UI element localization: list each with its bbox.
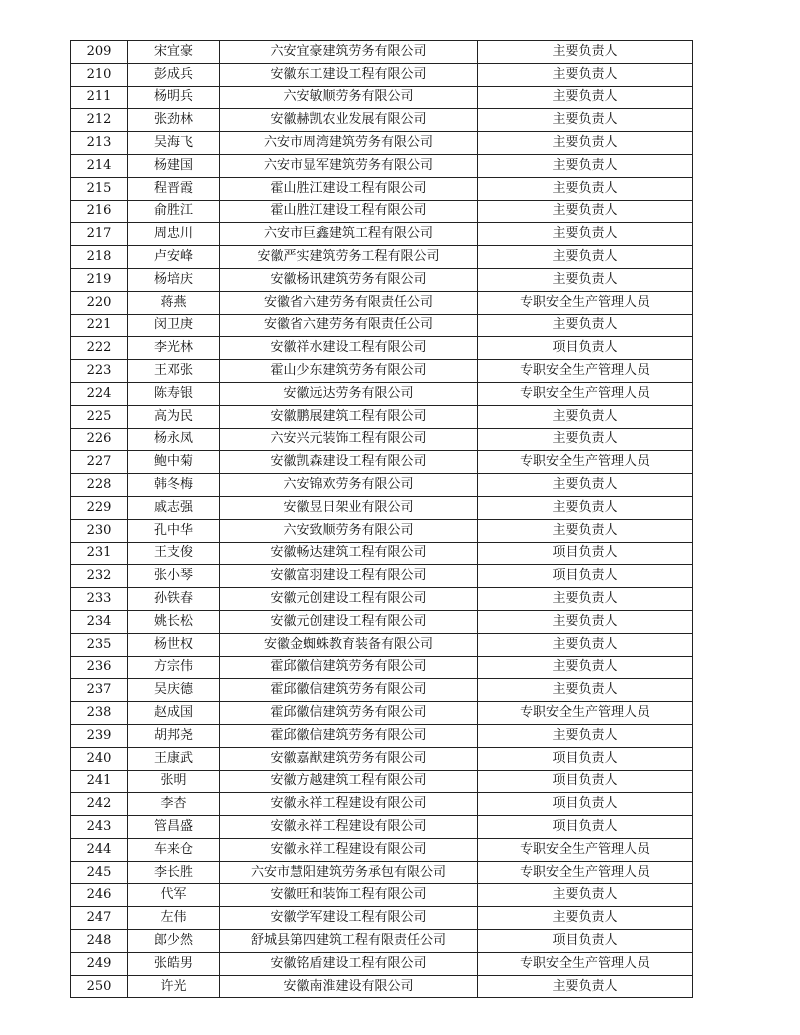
name-cell: 左伟	[128, 907, 220, 930]
table-row	[71, 656, 693, 679]
row-number-cell: 237	[71, 679, 128, 702]
name-cell: 吴庆德	[128, 679, 220, 702]
company-cell: 安徽杨讯建筑劳务有限公司	[220, 268, 478, 291]
role-cell: 主要负责人	[478, 268, 693, 291]
table-row	[71, 588, 693, 611]
name-cell: 俞胜江	[128, 200, 220, 223]
row-number-cell: 233	[71, 588, 128, 611]
role-cell: 项目负责人	[478, 770, 693, 793]
row-number-cell: 239	[71, 724, 128, 747]
row-number-cell: 248	[71, 930, 128, 953]
table-body	[71, 41, 693, 998]
table-row	[71, 702, 693, 725]
name-cell: 姚长松	[128, 610, 220, 633]
company-cell: 六安宜豪建筑劳务有限公司	[220, 41, 478, 64]
role-cell: 项目负责人	[478, 793, 693, 816]
name-cell: 吴海飞	[128, 132, 220, 155]
role-cell: 主要负责人	[478, 588, 693, 611]
table-row	[71, 861, 693, 884]
table-row	[71, 360, 693, 383]
table-row	[71, 770, 693, 793]
company-cell: 安徽金蜘蛛教育装备有限公司	[220, 633, 478, 656]
table-row	[71, 223, 693, 246]
table-row	[71, 633, 693, 656]
role-cell: 主要负责人	[478, 246, 693, 269]
name-cell: 胡邦尧	[128, 724, 220, 747]
name-cell: 杨永凤	[128, 428, 220, 451]
company-cell: 安徽铭盾建设工程有限公司	[220, 952, 478, 975]
role-cell: 主要负责人	[478, 884, 693, 907]
company-cell: 安徽永祥工程建设有限公司	[220, 838, 478, 861]
row-number-cell: 230	[71, 519, 128, 542]
company-cell: 霍邱徽信建筑劳务有限公司	[220, 702, 478, 725]
row-number-cell: 217	[71, 223, 128, 246]
role-cell: 主要负责人	[478, 177, 693, 200]
row-number-cell: 220	[71, 291, 128, 314]
company-cell: 安徽元创建设工程有限公司	[220, 610, 478, 633]
name-cell: 杨培庆	[128, 268, 220, 291]
table-row	[71, 246, 693, 269]
row-number-cell: 229	[71, 496, 128, 519]
company-cell: 安徽富羽建设工程有限公司	[220, 565, 478, 588]
row-number-cell: 249	[71, 952, 128, 975]
row-number-cell: 236	[71, 656, 128, 679]
role-cell: 专职安全生产管理人员	[478, 382, 693, 405]
table-row	[71, 132, 693, 155]
name-cell: 张皓男	[128, 952, 220, 975]
company-cell: 安徽赫凯农业发展有限公司	[220, 109, 478, 132]
table-row	[71, 542, 693, 565]
row-number-cell: 224	[71, 382, 128, 405]
table-row	[71, 793, 693, 816]
role-cell: 专职安全生产管理人员	[478, 360, 693, 383]
table-row	[71, 952, 693, 975]
table-row	[71, 337, 693, 360]
name-cell: 鲍中菊	[128, 451, 220, 474]
name-cell: 杨世权	[128, 633, 220, 656]
name-cell: 宋宜豪	[128, 41, 220, 64]
company-cell: 安徽鹏展建筑工程有限公司	[220, 405, 478, 428]
company-cell: 安徽省六建劳务有限责任公司	[220, 314, 478, 337]
name-cell: 方宗伟	[128, 656, 220, 679]
role-cell: 主要负责人	[478, 63, 693, 86]
name-cell: 赵成国	[128, 702, 220, 725]
row-number-cell: 234	[71, 610, 128, 633]
role-cell: 专职安全生产管理人员	[478, 451, 693, 474]
name-cell: 陈寿银	[128, 382, 220, 405]
table-row	[71, 474, 693, 497]
name-cell: 李杏	[128, 793, 220, 816]
table-row	[71, 519, 693, 542]
name-cell: 程晋霞	[128, 177, 220, 200]
role-cell: 主要负责人	[478, 86, 693, 109]
role-cell: 主要负责人	[478, 907, 693, 930]
role-cell: 主要负责人	[478, 109, 693, 132]
role-cell: 专职安全生产管理人员	[478, 838, 693, 861]
table-row	[71, 747, 693, 770]
company-cell: 霍邱徽信建筑劳务有限公司	[220, 679, 478, 702]
row-number-cell: 215	[71, 177, 128, 200]
role-cell: 主要负责人	[478, 132, 693, 155]
company-cell: 安徽元创建设工程有限公司	[220, 588, 478, 611]
name-cell: 彭成兵	[128, 63, 220, 86]
table-row	[71, 177, 693, 200]
company-cell: 舒城县第四建筑工程有限责任公司	[220, 930, 478, 953]
company-cell: 六安敏顺劳务有限公司	[220, 86, 478, 109]
row-number-cell: 242	[71, 793, 128, 816]
table-row	[71, 63, 693, 86]
name-cell: 杨建国	[128, 154, 220, 177]
table-row	[71, 610, 693, 633]
company-cell: 六安市慧阳建筑劳务承包有限公司	[220, 861, 478, 884]
row-number-cell: 245	[71, 861, 128, 884]
role-cell: 主要负责人	[478, 200, 693, 223]
role-cell: 主要负责人	[478, 724, 693, 747]
role-cell: 主要负责人	[478, 610, 693, 633]
table-row	[71, 975, 693, 998]
company-cell: 安徽凯森建设工程有限公司	[220, 451, 478, 474]
table-row	[71, 405, 693, 428]
row-number-cell: 240	[71, 747, 128, 770]
table-row	[71, 816, 693, 839]
role-cell: 主要负责人	[478, 314, 693, 337]
row-number-cell: 221	[71, 314, 128, 337]
table-row	[71, 838, 693, 861]
company-cell: 安徽方越建筑工程有限公司	[220, 770, 478, 793]
name-cell: 孙铁春	[128, 588, 220, 611]
row-number-cell: 222	[71, 337, 128, 360]
table-row	[71, 382, 693, 405]
company-cell: 安徽严实建筑劳务工程有限公司	[220, 246, 478, 269]
row-number-cell: 219	[71, 268, 128, 291]
company-cell: 安徽畅达建筑工程有限公司	[220, 542, 478, 565]
company-cell: 霍山胜江建设工程有限公司	[220, 177, 478, 200]
name-cell: 王支俊	[128, 542, 220, 565]
row-number-cell: 244	[71, 838, 128, 861]
name-cell: 郎少然	[128, 930, 220, 953]
name-cell: 周忠川	[128, 223, 220, 246]
name-cell: 张明	[128, 770, 220, 793]
row-number-cell: 218	[71, 246, 128, 269]
name-cell: 管昌盛	[128, 816, 220, 839]
role-cell: 主要负责人	[478, 223, 693, 246]
table-row	[71, 451, 693, 474]
table-row	[71, 41, 693, 64]
role-cell: 专职安全生产管理人员	[478, 861, 693, 884]
row-number-cell: 250	[71, 975, 128, 998]
role-cell: 主要负责人	[478, 41, 693, 64]
table-row	[71, 565, 693, 588]
row-number-cell: 210	[71, 63, 128, 86]
table-row	[71, 428, 693, 451]
row-number-cell: 227	[71, 451, 128, 474]
role-cell: 专职安全生产管理人员	[478, 952, 693, 975]
role-cell: 主要负责人	[478, 656, 693, 679]
role-cell: 项目负责人	[478, 542, 693, 565]
name-cell: 卢安峰	[128, 246, 220, 269]
role-cell: 主要负责人	[478, 975, 693, 998]
name-cell: 张小琴	[128, 565, 220, 588]
company-cell: 安徽祥水建设工程有限公司	[220, 337, 478, 360]
company-cell: 六安市巨鑫建筑工程有限公司	[220, 223, 478, 246]
company-cell: 安徽东工建设工程有限公司	[220, 63, 478, 86]
name-cell: 李光林	[128, 337, 220, 360]
role-cell: 主要负责人	[478, 496, 693, 519]
name-cell: 孔中华	[128, 519, 220, 542]
table-row	[71, 930, 693, 953]
company-cell: 安徽嘉猷建筑劳务有限公司	[220, 747, 478, 770]
company-cell: 安徽省六建劳务有限责任公司	[220, 291, 478, 314]
company-cell: 安徽永祥工程建设有限公司	[220, 816, 478, 839]
table-row	[71, 724, 693, 747]
role-cell: 主要负责人	[478, 428, 693, 451]
name-cell: 代军	[128, 884, 220, 907]
company-cell: 六安市显军建筑劳务有限公司	[220, 154, 478, 177]
name-cell: 车来仓	[128, 838, 220, 861]
table-row	[71, 679, 693, 702]
role-cell: 项目负责人	[478, 565, 693, 588]
row-number-cell: 214	[71, 154, 128, 177]
company-cell: 霍邱徽信建筑劳务有限公司	[220, 724, 478, 747]
name-cell: 王康武	[128, 747, 220, 770]
row-number-cell: 246	[71, 884, 128, 907]
name-cell: 蒋燕	[128, 291, 220, 314]
row-number-cell: 216	[71, 200, 128, 223]
company-cell: 六安兴元装饰工程有限公司	[220, 428, 478, 451]
row-number-cell: 213	[71, 132, 128, 155]
row-number-cell: 232	[71, 565, 128, 588]
role-cell: 专职安全生产管理人员	[478, 702, 693, 725]
row-number-cell: 209	[71, 41, 128, 64]
name-cell: 戚志强	[128, 496, 220, 519]
company-cell: 霍山胜江建设工程有限公司	[220, 200, 478, 223]
name-cell: 韩冬梅	[128, 474, 220, 497]
table-row	[71, 496, 693, 519]
role-cell: 项目负责人	[478, 747, 693, 770]
name-cell: 许光	[128, 975, 220, 998]
company-cell: 六安锦欢劳务有限公司	[220, 474, 478, 497]
table-row	[71, 86, 693, 109]
table-row	[71, 109, 693, 132]
row-number-cell: 226	[71, 428, 128, 451]
company-cell: 安徽远达劳务有限公司	[220, 382, 478, 405]
role-cell: 专职安全生产管理人员	[478, 291, 693, 314]
role-cell: 主要负责人	[478, 633, 693, 656]
company-cell: 安徽南淮建设有限公司	[220, 975, 478, 998]
role-cell: 主要负责人	[478, 679, 693, 702]
table-row	[71, 200, 693, 223]
row-number-cell: 235	[71, 633, 128, 656]
row-number-cell: 223	[71, 360, 128, 383]
company-cell: 安徽永祥工程建设有限公司	[220, 793, 478, 816]
role-cell: 主要负责人	[478, 405, 693, 428]
row-number-cell: 211	[71, 86, 128, 109]
role-cell: 主要负责人	[478, 519, 693, 542]
row-number-cell: 228	[71, 474, 128, 497]
table-row	[71, 884, 693, 907]
role-cell: 主要负责人	[478, 474, 693, 497]
name-cell: 闵卫庚	[128, 314, 220, 337]
name-cell: 杨明兵	[128, 86, 220, 109]
company-cell: 安徽学军建设工程有限公司	[220, 907, 478, 930]
name-cell: 王邓张	[128, 360, 220, 383]
table-row	[71, 314, 693, 337]
row-number-cell: 247	[71, 907, 128, 930]
role-cell: 项目负责人	[478, 816, 693, 839]
personnel-table	[70, 40, 693, 998]
role-cell: 项目负责人	[478, 337, 693, 360]
name-cell: 张劲林	[128, 109, 220, 132]
company-cell: 安徽昱日架业有限公司	[220, 496, 478, 519]
company-cell: 霍邱徽信建筑劳务有限公司	[220, 656, 478, 679]
role-cell: 主要负责人	[478, 154, 693, 177]
role-cell: 项目负责人	[478, 930, 693, 953]
row-number-cell: 241	[71, 770, 128, 793]
row-number-cell: 212	[71, 109, 128, 132]
company-cell: 霍山少东建筑劳务有限公司	[220, 360, 478, 383]
row-number-cell: 238	[71, 702, 128, 725]
name-cell: 高为民	[128, 405, 220, 428]
name-cell: 李长胜	[128, 861, 220, 884]
company-cell: 六安致顺劳务有限公司	[220, 519, 478, 542]
company-cell: 六安市周湾建筑劳务有限公司	[220, 132, 478, 155]
row-number-cell: 231	[71, 542, 128, 565]
table-row	[71, 291, 693, 314]
table-row	[71, 907, 693, 930]
company-cell: 安徽旺和装饰工程有限公司	[220, 884, 478, 907]
table-row	[71, 268, 693, 291]
row-number-cell: 225	[71, 405, 128, 428]
row-number-cell: 243	[71, 816, 128, 839]
table-row	[71, 154, 693, 177]
